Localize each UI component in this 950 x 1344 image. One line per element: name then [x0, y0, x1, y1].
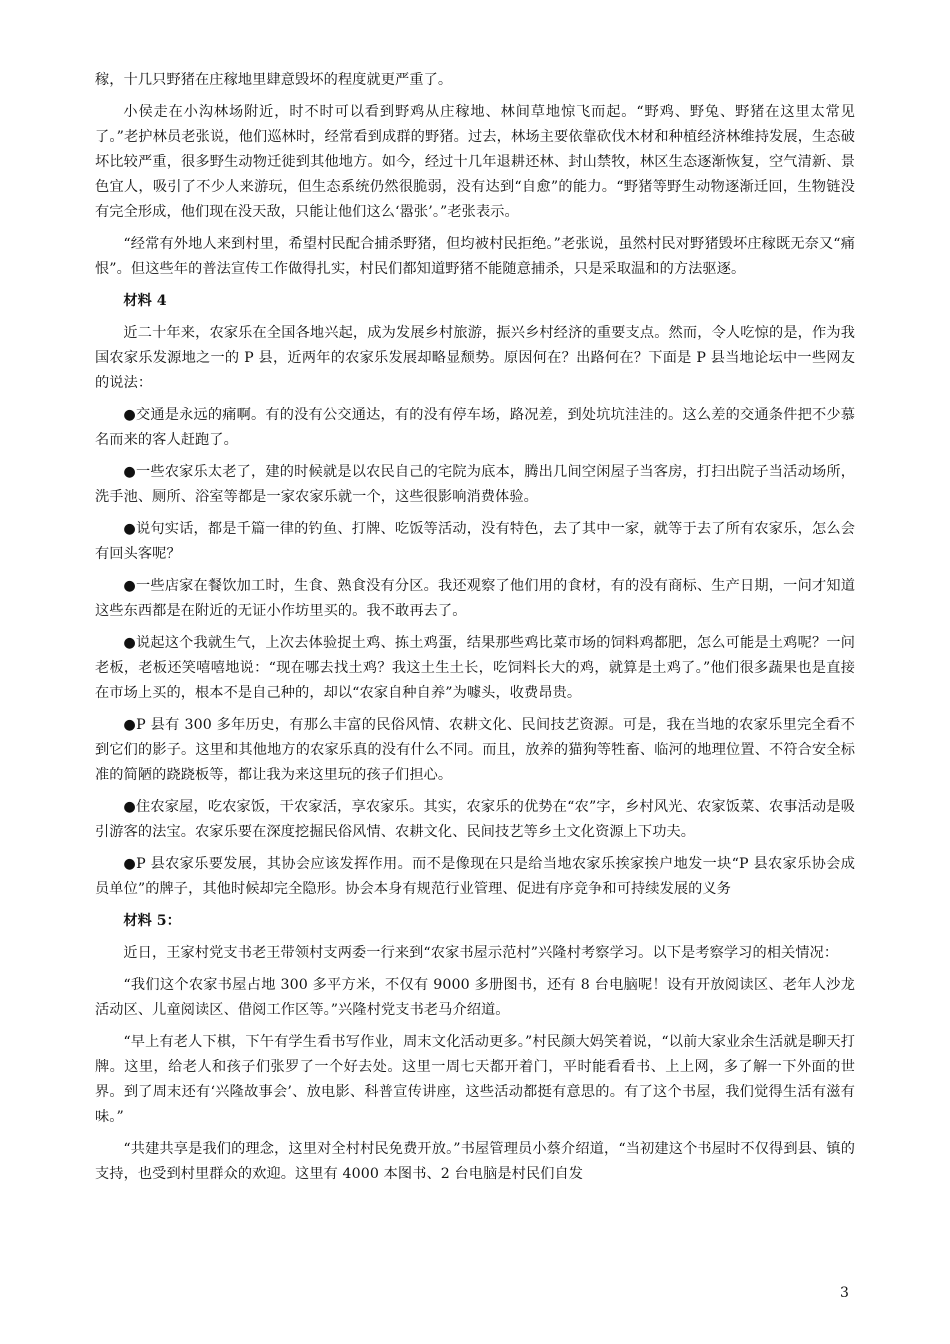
- page-number: 3: [840, 1285, 849, 1301]
- paragraph-villager-quote: “早上有老人下棋，下午有学生看书写作业，周末文化活动更多。”村民颜大妈笑着说，“以前大家业余生活就是聊天打牌。这里，给老人和孩子们张罗了一个好去处。这里一周七天都开着门，平时能看看书、上上网，多了解一下外面的世界。到了周末还有‘兴隆故事会’、放电影、科普宣传讲座，这些活动都挺有意思的。有了这个书屋，我们觉得生活有滋有味。”: [95, 1034, 855, 1125]
- paragraph-forest-farm: 小侯走在小沟林场附近，时不时可以看到野鸡从庄稼地、林间草地惊飞而起。“野鸡、野兔、野猪在这里太常见了。”老护林员老张说，他们巡林时，经常看到成群的野猪。过去，林场主要依靠砍伐木材和种植经济林维持发展，生态破坏比较严重，很多野生动物迁徙到其他地方。如今，经过十几年退耕还林、封山禁牧，林区生态逐渐恢复，空气清新、景色宜人，吸引了不少人来游玩，但生态系统仍然很脆弱，没有达到“自愈”的能力。“野猪等野生动物逐渐迁回，生物链没有完全形成，他们现在没天敌，只能让他们这么‘嚣张’。”老张表示。: [95, 104, 855, 220]
- paragraph-continuation: 稼，十几只野猪在庄稼地里肆意毁坏的程度就更严重了。: [95, 72, 453, 88]
- document-body: [95, 68, 855, 1194]
- paragraph-librarian-quote: “共建共享是我们的理念，这里对全村村民免费开放。”书屋管理员小蔡介绍道，“当初建这个书屋时不仅得到县、镇的支持，也受到村里群众的欢迎。这里有 4000 本图书、2 台电脑是村民们自发: [95, 1141, 855, 1182]
- bullet-culture-safety: ●P 县有 300 多年历史，有那么丰富的民俗风情、农耕文化、民间技艺资源。可是，我在当地的农家乐里完全看不到它们的影子。这里和其他地方的农家乐真的没有什么不同。而且，放养的猫狗等牲畜、临河的地理位置、不符合安全标准的简陋的跷跷板等，都让我为来这里玩的孩子们担心。: [95, 717, 855, 783]
- paragraph-material-5-intro: 近日，王家村党支书老王带领村支两委一行来到“农家书屋示范村”兴隆村考察学习。以下是考察学习的相关情况：: [123, 945, 839, 961]
- paragraph-villagers-refuse: “经常有外地人来到村里，希望村民配合捕杀野猪，但均被村民拒绝。”老张说，虽然村民对野猪毁坏庄稼既无奈又“痛恨”。但这些年的普法宣传工作做得扎实，村民们都知道野猪不能随意捕杀，只是采取温和的方法驱逐。: [95, 236, 855, 277]
- bullet-old-facilities: ●一些农家乐太老了，建的时候就是以农民自己的宅院为底本，腾出几间空闲屋子当客房，打扫出院子当活动场所，洗手池、厕所、浴室等都是一家农家乐就一个，这些很影响消费体验。: [95, 464, 855, 505]
- bullet-transport: ●交通是永远的痛啊。有的没有公交通达，有的没有停车场，路况差，到处坑坑洼洼的。这么差的交通条件把不少慕名而来的客人赶跑了。: [95, 407, 855, 448]
- heading-material-4: 材料 4: [123, 293, 167, 309]
- bullet-rural-advantage: ●住农家屋，吃农家饭，干农家活，享农家乐。其实，农家乐的优势在“农”字，乡村风光、农家饭菜、农事活动是吸引游客的法宝。农家乐要在深度挖掘民俗风情、农耕文化、民间技艺等乡土文化资源上下功夫。: [95, 799, 855, 840]
- bullet-fake-chicken: ●说起这个我就生气，上次去体验捉土鸡、拣土鸡蛋，结果那些鸡比菜市场的饲料鸡都肥，怎么可能是土鸡呢？一问老板，老板还笑嘻嘻地说：“现在哪去找土鸡？我这土生土长，吃饲料长大的鸡，就算是土鸡了。”他们很多蔬果也是直接在市场上买的，根本不是自己种的，却以“农家自种自养”为噱头，收费昂贵。: [95, 635, 855, 701]
- bullet-association: ●P 县农家乐要发展，其协会应该发挥作用。而不是像现在只是给当地农家乐挨家挨户地发一块“P 县农家乐协会成员单位”的牌子，其他时候却完全隐形。协会本身有规范行业管理、促进有序竞争和可持续发展的义务: [95, 856, 855, 897]
- heading-material-5: 材料 5：: [123, 913, 181, 929]
- paragraph-material-4-intro: 近二十年来，农家乐在全国各地兴起，成为发展乡村旅游，振兴乡村经济的重要支点。然而，令人吃惊的是，作为我国农家乐发源地之一的 P 县，近两年的农家乐发展却略显颓势。原因何在？出路何在？下面是 P 县当地论坛中一些网友的说法：: [95, 325, 855, 391]
- paragraph-secretary-quote: “我们这个农家书屋占地 300 多平方米，不仅有 9000 多册图书，还有 8 台电脑呢！设有开放阅读区、老年人沙龙活动区、儿童阅读区、借阅工作区等。”兴隆村党支书老马介绍道。: [95, 977, 855, 1018]
- bullet-no-features: ●说句实话，都是千篇一律的钓鱼、打牌、吃饭等活动，没有特色，去了其中一家，就等于去了所有农家乐，怎么会有回头客呢？: [95, 521, 855, 562]
- bullet-food-safety: ●一些店家在餐饮加工时，生食、熟食没有分区。我还观察了他们用的食材，有的没有商标、生产日期，一问才知道这些东西都是在附近的无证小作坊里买的。我不敢再去了。: [95, 578, 855, 619]
